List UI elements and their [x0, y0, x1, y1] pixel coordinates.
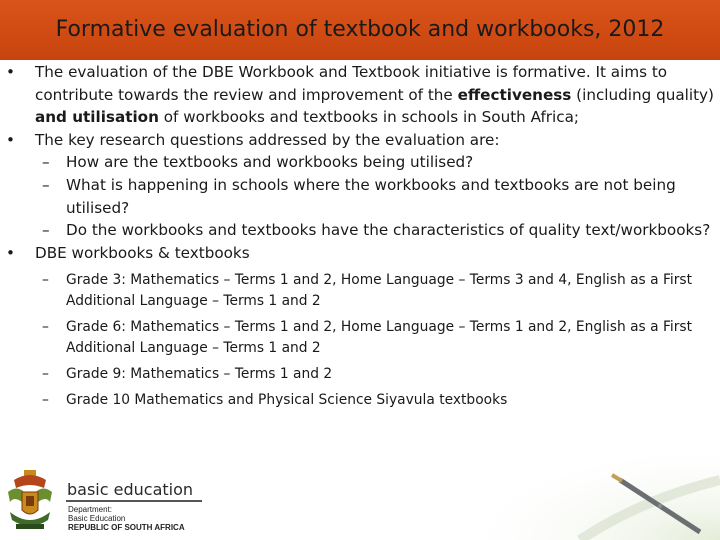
- pen-icon: [450, 440, 720, 540]
- dash-marker: –: [42, 392, 49, 409]
- dash-marker: –: [42, 366, 49, 383]
- sub-bullet-text: Grade 10 Mathematics and Physical Science Siyavula textbooks: [66, 392, 508, 409]
- dept-line: Basic Education: [68, 514, 126, 523]
- bullet-marker: •: [6, 243, 15, 262]
- bullet-evaluation-purpose: [6, 61, 716, 129]
- dash-marker: –: [42, 221, 50, 240]
- footer: [0, 460, 720, 540]
- sub-bullet: [6, 270, 716, 312]
- bullet-text: DBE workbooks & textbooks: [35, 243, 250, 262]
- sub-bullet-text: What is happening in schools where the workbooks and textbooks are not being utilised?: [66, 175, 676, 217]
- sub-bullet: [6, 151, 716, 174]
- title-bar: [0, 0, 720, 60]
- bullet-bold-text: effectiveness: [457, 85, 572, 104]
- bullet-bold-text: and utilisation: [35, 108, 159, 127]
- bullet-marker: •: [6, 63, 15, 81]
- logo-text: basic education: [67, 480, 194, 499]
- sub-bullet-text: Grade 9: Mathematics – Terms 1 and 2: [66, 366, 333, 383]
- bullet-research-questions: [6, 129, 716, 152]
- dash-marker: –: [42, 153, 50, 172]
- dash-marker: –: [42, 272, 49, 289]
- dash-marker: –: [42, 175, 50, 194]
- coat-of-arms-icon: [4, 468, 56, 534]
- sub-bullet-text: Grade 3: Mathematics – Terms 1 and 2, Home Language – Terms 3 and 4, English as a First Additional Language – Terms 1 and 2: [66, 272, 692, 310]
- slide-content: [6, 61, 716, 411]
- bullet-dbe-workbooks: [6, 242, 716, 265]
- bullet-text: of workbooks and textbooks in schools in South Africa;: [158, 108, 580, 127]
- sub-bullet-text: Grade 6: Mathematics – Terms 1 and 2, Home Language – Terms 1 and 2, English as a First Additional Language – Terms 1 and 2: [66, 319, 692, 357]
- logo-divider: [66, 500, 202, 502]
- sub-bullet: [6, 364, 716, 385]
- sub-bullet-text: How are the textbooks and workbooks being utilised?: [66, 153, 474, 172]
- dept-line: REPUBLIC OF SOUTH AFRICA: [68, 523, 185, 532]
- bullet-marker: •: [6, 130, 15, 149]
- sub-bullet: [6, 317, 716, 359]
- sub-bullet-text: Do the workbooks and textbooks have the characteristics of quality text/workbooks?: [66, 221, 711, 240]
- sub-bullet: [6, 219, 716, 242]
- bullet-text: The key research questions addressed by the evaluation are:: [35, 130, 500, 149]
- bullet-text: (including quality): [571, 85, 714, 104]
- sub-bullet: [6, 390, 716, 411]
- dash-marker: –: [42, 319, 49, 336]
- sub-bullet: [6, 174, 716, 219]
- slide-title: Formative evaluation of textbook and workbooks, 2012: [55, 17, 665, 42]
- department-label: [68, 505, 185, 532]
- dept-line: Department:: [68, 505, 113, 514]
- bullet-text: The evaluation of the DBE Workbook and Textbook initiative is formative. It aims to contribute towards the review and improvement of the: [35, 63, 668, 104]
